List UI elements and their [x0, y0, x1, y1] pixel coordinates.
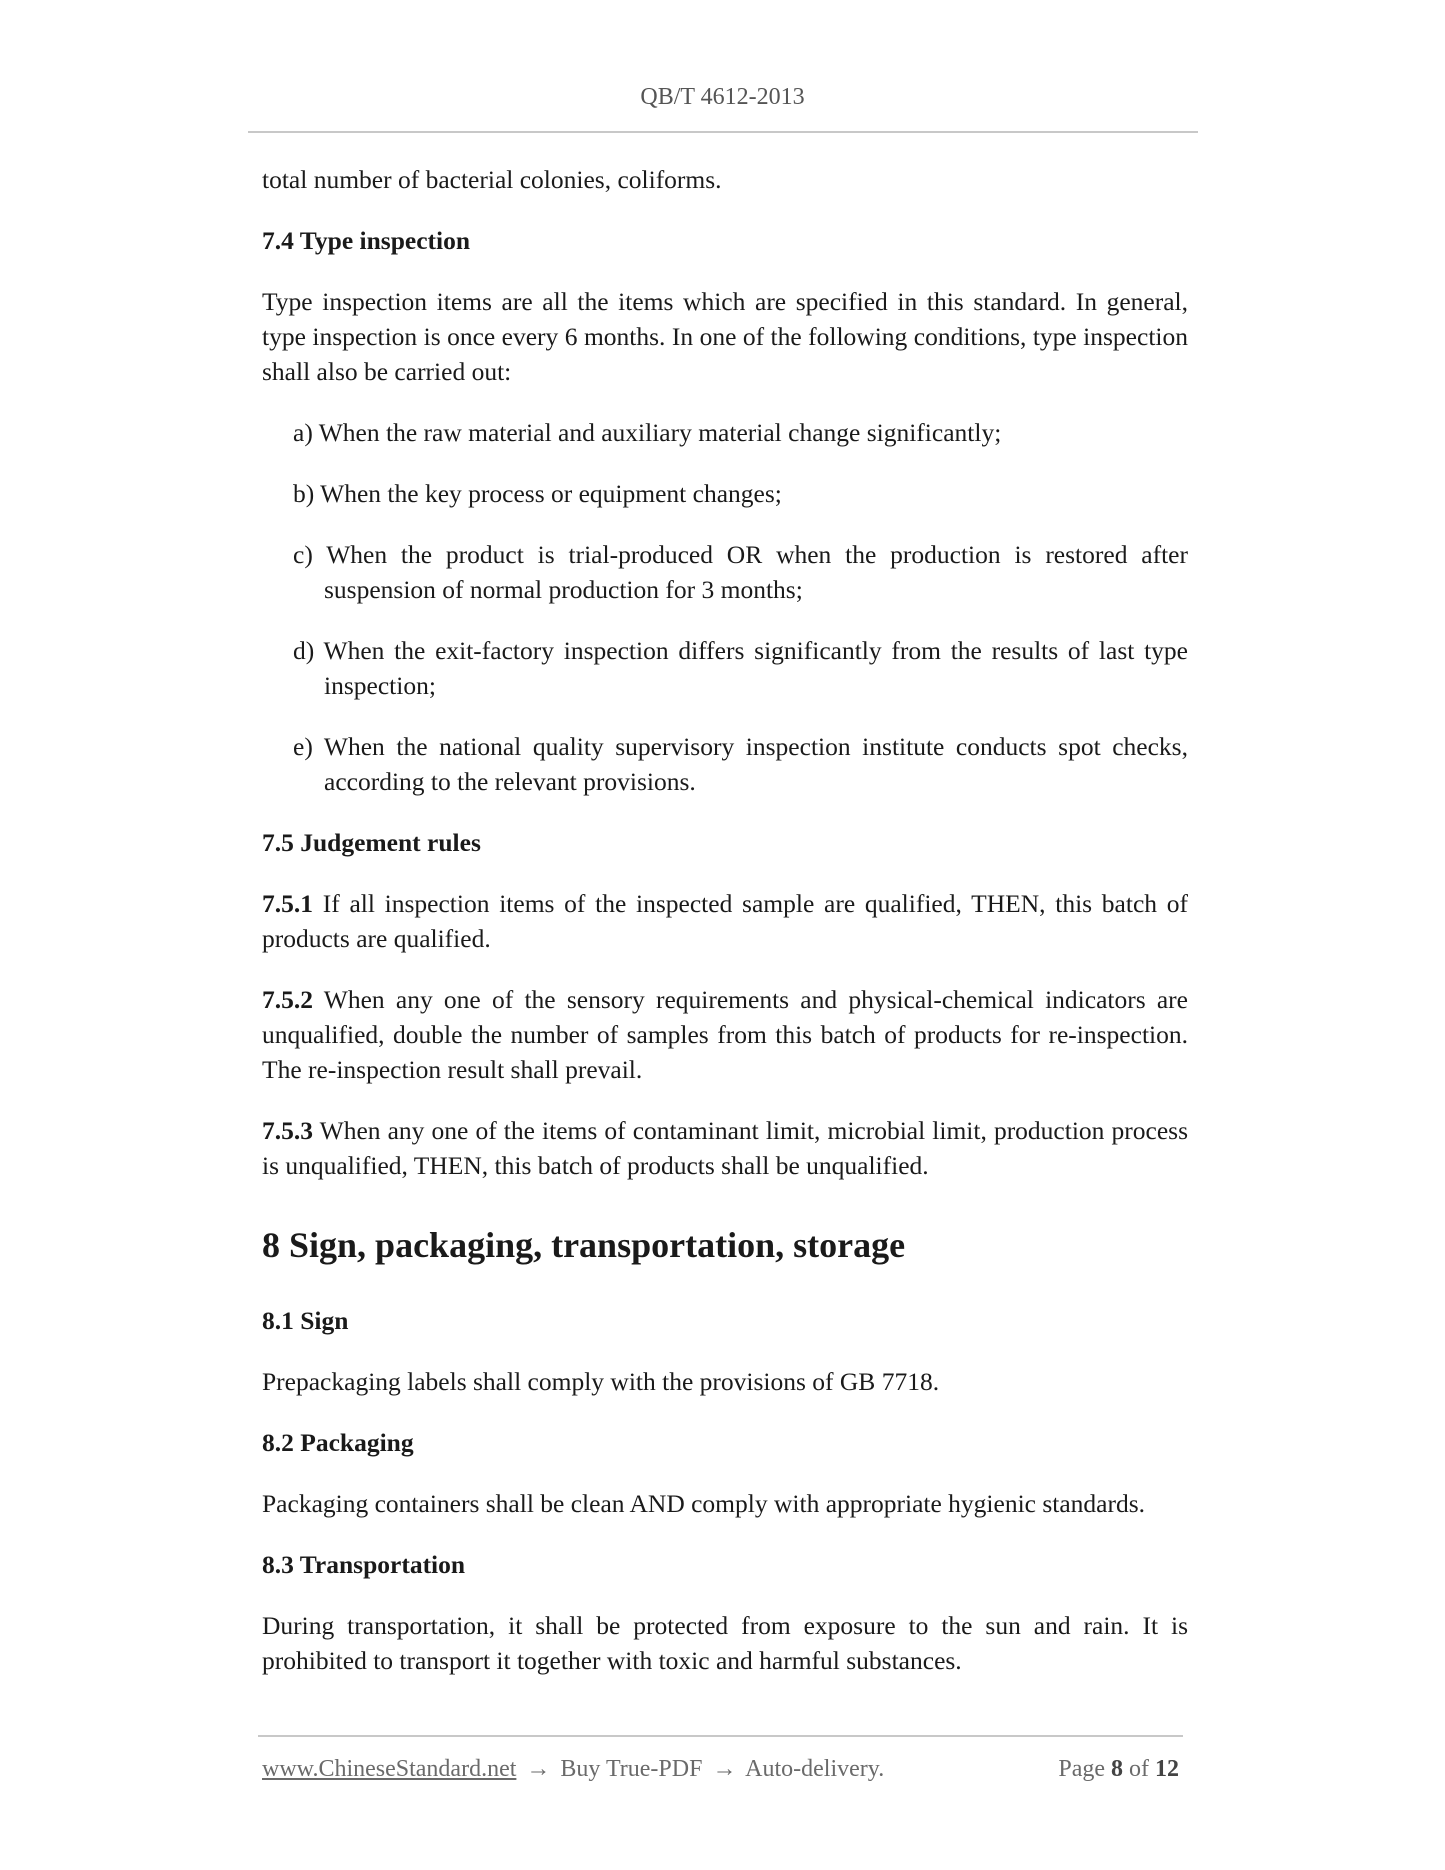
intro-paragraph: total number of bacterial colonies, coliforms.	[262, 165, 722, 194]
page-label: Page	[1058, 1756, 1105, 1782]
clause-7-5-3	[262, 1113, 1188, 1183]
page-content	[262, 162, 1188, 1704]
total-pages-number: 12	[1155, 1756, 1179, 1782]
chapter-8-heading: 8 Sign, packaging, transportation, storage	[262, 1225, 906, 1265]
header-divider	[248, 131, 1198, 133]
clause-text: When any one of the sensory requirements and physical-chemical indicators are unqualified, double the number of samples from this batch of products for re-inspection. The re-inspection result shall prevail.	[262, 985, 1188, 1084]
buy-pdf-text: Buy True-PDF	[560, 1756, 703, 1782]
section-8-1-heading: 8.1 Sign	[262, 1306, 349, 1335]
section-8-2-heading: 8.2 Packaging	[262, 1428, 414, 1457]
document-code: QB/T 4612-2013	[640, 84, 805, 110]
clause-number: 7.5.1	[262, 889, 313, 918]
footer-divider	[258, 1735, 1183, 1737]
section-7-4-paragraph: Type inspection items are all the items which are specified in this standard. In general, type inspection is once every 6 months. In one of the following conditions, type inspection shall also be carried out:	[262, 287, 1188, 386]
arrow-right-icon: →	[526, 1756, 551, 1782]
section-8-3-heading: 8.3 Transportation	[262, 1550, 466, 1579]
clause-number: 7.5.2	[262, 985, 313, 1014]
clause-7-5-1	[262, 886, 1188, 956]
list-item-b: b) When the key process or equipment changes;	[293, 479, 782, 508]
auto-delivery-text: Auto-delivery.	[745, 1756, 885, 1782]
clause-text: If all inspection items of the inspected sample are qualified, THEN, this batch of products are qualified.	[262, 889, 1188, 953]
section-8-1-paragraph: Prepackaging labels shall comply with the provisions of GB 7718.	[262, 1367, 940, 1396]
list-item-a: a) When the raw material and auxiliary material change significantly;	[293, 418, 1002, 447]
arrow-right-icon: →	[712, 1756, 737, 1782]
page-indicator	[1058, 1756, 1179, 1783]
section-8-3-paragraph: During transportation, it shall be protected from exposure to the sun and rain. It is prohibited to transport it together with toxic and harmful substances.	[262, 1611, 1188, 1675]
of-label: of	[1129, 1756, 1149, 1782]
list-item-e: e) When the national quality supervisory inspection institute conducts spot checks, according to the relevant provisions.	[293, 732, 1188, 796]
section-7-5-heading: 7.5 Judgement rules	[262, 828, 481, 857]
list-item-d: d) When the exit-factory inspection differs significantly from the results of last type inspection;	[293, 636, 1188, 700]
clause-7-5-2	[262, 982, 1188, 1087]
site-link[interactable]: www.ChineseStandard.net	[262, 1756, 517, 1782]
clause-number: 7.5.3	[262, 1116, 313, 1145]
footer-links	[262, 1756, 884, 1783]
section-8-2-paragraph: Packaging containers shall be clean AND comply with appropriate hygienic standards.	[262, 1489, 1146, 1518]
current-page-number: 8	[1111, 1756, 1123, 1782]
section-7-4-heading: 7.4 Type inspection	[262, 226, 471, 255]
clause-text: When any one of the items of contaminant limit, microbial limit, production process is unqualified, THEN, this batch of products shall be unqualified.	[262, 1116, 1188, 1180]
list-item-c: c) When the product is trial-produced OR when the production is restored after suspension of normal production for 3 months;	[293, 540, 1188, 604]
